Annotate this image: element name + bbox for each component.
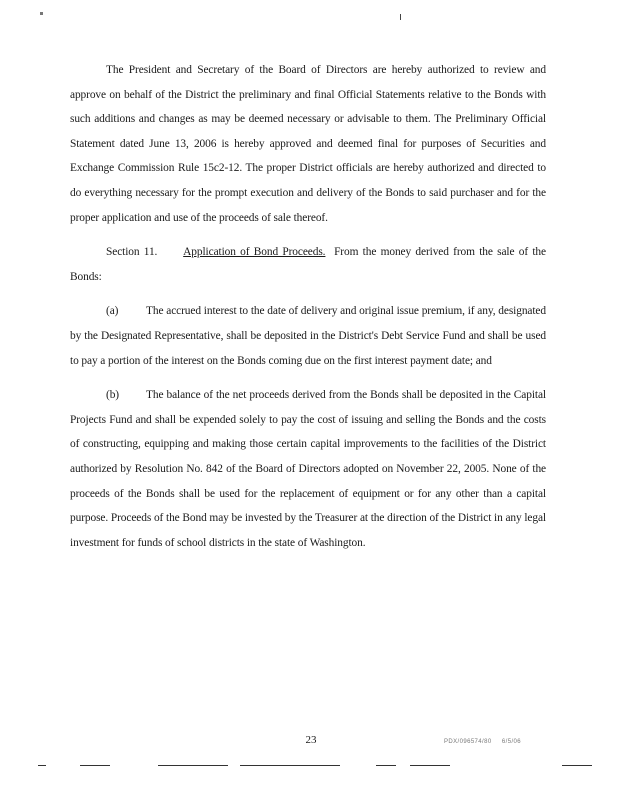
doc-date: 6/5/06 [501, 739, 522, 745]
paragraph-official-statements: The President and Secretary of the Board of Directors are hereby authorized to review and approve on behalf of the District the preliminary and final Official Statements relative to the Bonds with such additions and changes as may be deemed necessary or advisable to them. The Preliminary Official Statement dated June 13, 2006 is hereby approved and deemed final for purposes of Securities and Exchange Commission Rule 15c2-12. The proper District officials are hereby authorized and directed to do everything necessary for the prompt execution and delivery of the Bonds to said purchaser and for the proper application and use of the proceeds of sale thereof. [70, 64, 546, 224]
section-label: Section 11. [106, 246, 158, 259]
document-body [70, 58, 546, 565]
scan-artifact-line [158, 765, 228, 766]
scan-artifact-line [240, 765, 340, 766]
scan-artifact-line [562, 765, 592, 766]
subparagraph-b [70, 383, 546, 555]
scan-artifact-line [376, 765, 396, 766]
section-intro-text: From the money derived from the sale of the Bonds: [70, 246, 546, 283]
subparagraph-b-label: (b) [106, 389, 119, 402]
subparagraph-b-text: The balance of the net proceeds derived from the Bonds shall be deposited in the Capital Projects Fund and shall be expended solely to pay the cost of issuing and selling the Bonds and the costs of constructing, equipping and making those certain capital improvements to the facilities of the District authorized by Resolution No. 842 of the Board of Directors adopted on November 22, 2005. None of the proceeds of the Bonds shall be used for the replacement of equipment or for any other than a capital purpose. Proceeds of the Bond may be invested by the Treasurer at the direction of the District in any legal investment for funds of school districts in the state of Washington. [70, 389, 546, 549]
scan-speck [40, 12, 43, 15]
section-11-paragraph [70, 240, 546, 289]
page-number: 23 [305, 734, 317, 746]
doc-code: PDX/096574/80 [444, 739, 492, 745]
scan-artifact-line [38, 765, 46, 766]
subparagraph-a-text: The accrued interest to the date of delivery and original issue premium, if any, designated by the Designated Representative, shall be deposited in the District's Debt Service Fund and shall be used to pay a portion of the interest on the Bonds coming due on the first interest payment date; and [70, 305, 546, 367]
scan-artifact-line [80, 765, 110, 766]
subparagraph-a [70, 299, 546, 373]
section-title: Application of Bond Proceeds. [183, 246, 326, 259]
scan-tick-mark [400, 14, 401, 20]
footer-document-code [444, 739, 521, 745]
subparagraph-a-label: (a) [106, 305, 119, 318]
scan-artifact-line [410, 765, 450, 766]
